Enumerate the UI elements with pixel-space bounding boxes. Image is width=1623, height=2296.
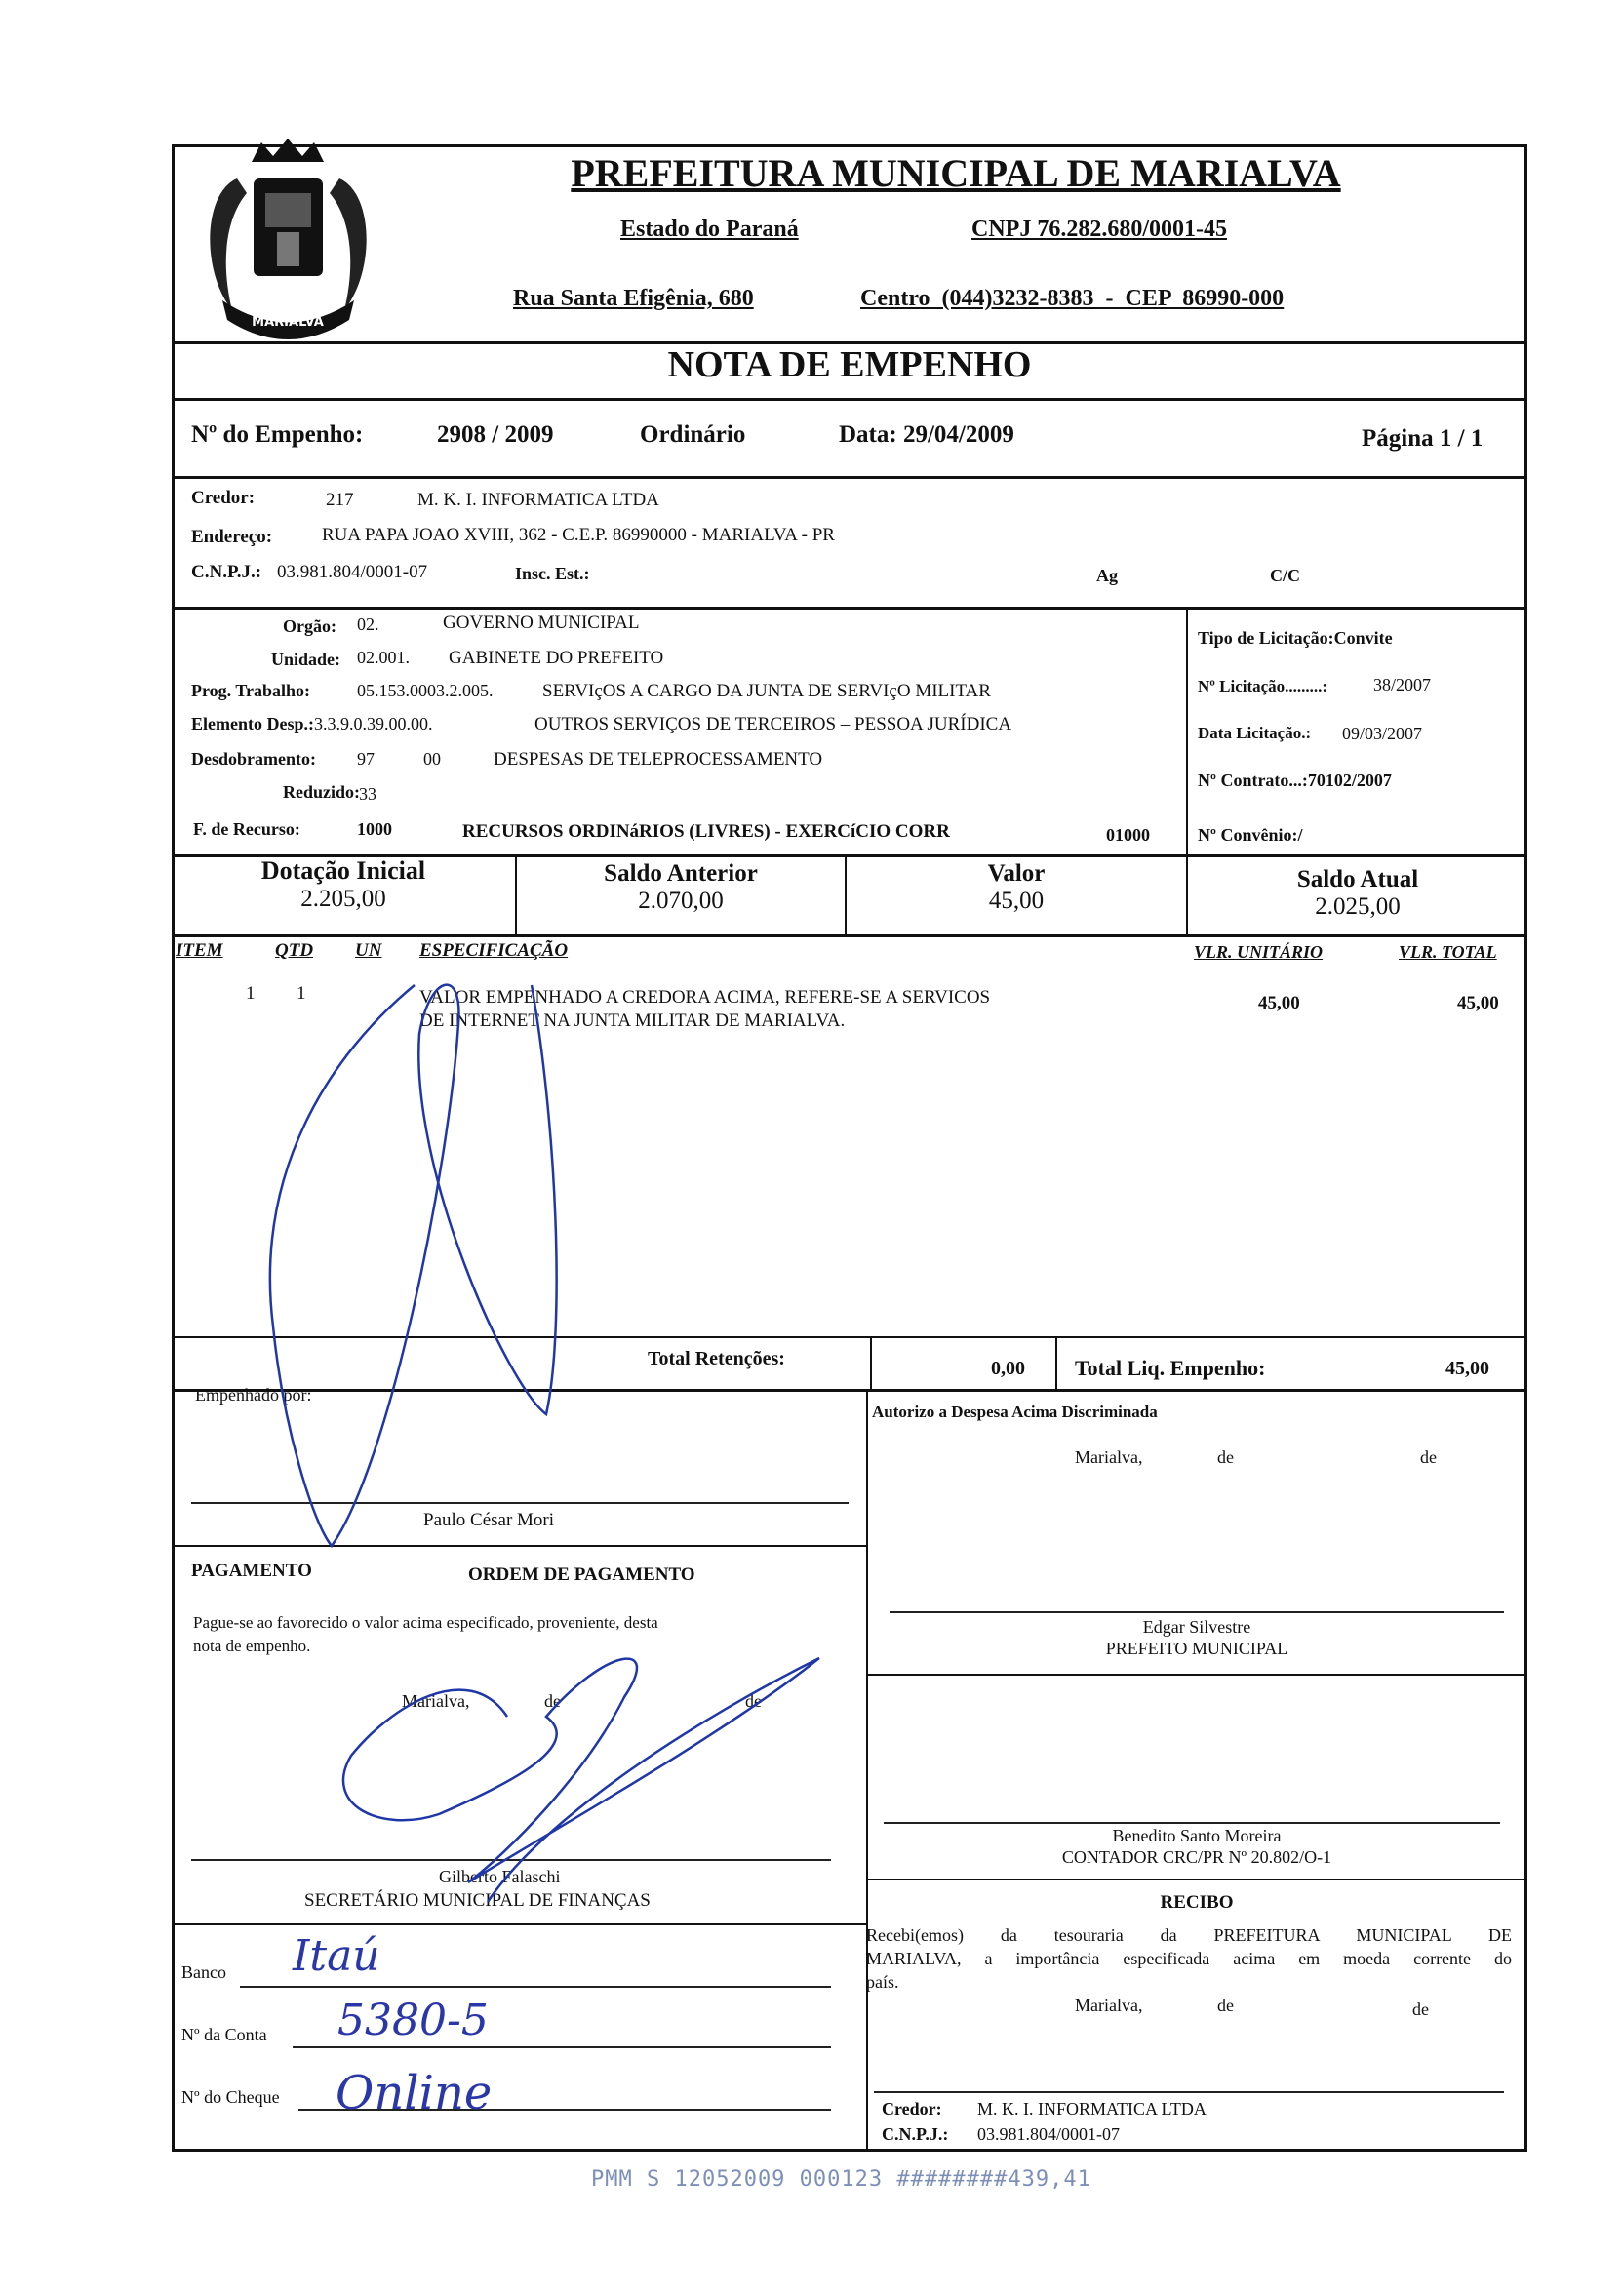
unidade-label: Unidade:	[271, 650, 341, 669]
convenio-number: Nº Convênio:/	[1198, 825, 1303, 845]
prefeito-role: PREFEITO MUNICIPAL	[1105, 1639, 1288, 1658]
orgao-name: GOVERNO MUNICIPAL	[443, 613, 640, 633]
autorizo-label: Autorizo a Despesa Acima Discriminada	[872, 1403, 1158, 1421]
empenho-number: 2908 / 2009	[437, 421, 554, 448]
autorizo-de-2: de	[1420, 1447, 1437, 1467]
autorizo-city: Marialva,	[1075, 1447, 1143, 1467]
cc-label: C/C	[1270, 566, 1300, 585]
licitacao-data-label: Data Licitação.:	[1198, 724, 1312, 742]
credor-label: Credor:	[191, 488, 256, 508]
recibo-title: RECIBO	[1160, 1892, 1234, 1913]
page-title: PREFEITURA MUNICIPAL DE MARIALVA	[571, 151, 1341, 195]
address-field-label: Endereço:	[191, 527, 273, 547]
insc-label: Insc. Est.:	[515, 564, 590, 583]
street-label: Rua Santa Efigênia, 680	[513, 286, 754, 311]
pagamento-label: PAGAMENTO	[191, 1561, 312, 1581]
recurso-label: F. de Recurso:	[193, 819, 300, 839]
saldo-atual-value: 2.025,00	[1315, 893, 1401, 920]
total-dotacao-label: Dotação Inicial	[260, 856, 426, 885]
orgao-code: 02.	[357, 614, 379, 634]
contador-role: CONTADOR CRC/PR Nº 20.802/O-1	[1061, 1847, 1332, 1867]
cheque-handwritten: Online	[336, 2066, 493, 2120]
prog-label: Prog. Trabalho:	[191, 681, 311, 700]
liq-empenho-value: 45,00	[1445, 1358, 1489, 1379]
licitacao-numero: 38/2007	[1373, 675, 1432, 694]
conta-handwritten: 5380-5	[337, 1996, 489, 2045]
desd-name: DESPESAS DE TELEPROCESSAMENTO	[494, 749, 823, 770]
recibo-city: Marialva,	[1075, 1996, 1143, 2015]
pagamento-city: Marialva,	[402, 1691, 470, 1711]
recurso-name: RECURSOS ORDINáRIOS (LIVRES) - EXERCíCIO CORR	[462, 821, 950, 842]
pagamento-signature	[343, 1658, 819, 1902]
pagamento-text-2: nota de empenho.	[193, 1637, 311, 1655]
unidade-name: GABINETE DO PREFEITO	[449, 648, 664, 668]
recibo-credor-name: M. K. I. INFORMATICA LTDA	[977, 2099, 1207, 2118]
unidade-code: 02.001.	[357, 648, 410, 667]
retencoes-value: 0,00	[991, 1358, 1025, 1379]
recibo-de-1: de	[1217, 1996, 1234, 2015]
elem-label: Elemento Desp.:	[191, 714, 314, 733]
prog-name: SERVIçOS A CARGO DA JUNTA DE SERVIçO MILITAR	[542, 681, 991, 701]
ordem-label: ORDEM DE PAGAMENTO	[468, 1564, 695, 1585]
liq-empenho-label: Total Liq. Empenho:	[1075, 1356, 1266, 1380]
empenhado-label: Empenhado por:	[195, 1385, 312, 1405]
recibo-cnpj-label: C.N.P.J.:	[882, 2124, 949, 2144]
pagamento-de-1: de	[544, 1691, 561, 1711]
autorizo-de-1: de	[1217, 1447, 1234, 1467]
empenhado-signer: Paulo César Mori	[423, 1510, 555, 1530]
item-spec-line1: VALOR EMPENHADO A CREDORA ACIMA, REFERE-SE A SERVICOS	[419, 987, 991, 1008]
valor-label: Valor	[987, 860, 1046, 887]
valor-value: 45,00	[988, 888, 1045, 914]
recibo-text-1: Recebi(emos) da tesouraria da PREFEITURA MUNICIPAL DE	[866, 1925, 1512, 1945]
retencoes-label: Total Retenções:	[648, 1348, 785, 1369]
col-spec: ESPECIFICAÇÃO	[419, 940, 569, 961]
elem-name: OUTROS SERVIÇOS DE TERCEIROS – PESSOA JURÍDICA	[534, 714, 1012, 734]
prog-code: 05.153.0003.2.005.	[357, 681, 494, 700]
total-dotacao-value: 2.205,00	[300, 886, 386, 912]
contador-name: Benedito Santo Moreira	[1112, 1826, 1282, 1845]
desd-code: 97	[357, 749, 375, 769]
recurso-code: 1000	[357, 819, 392, 839]
pagamento-signer: Gilberto Falaschi	[439, 1867, 561, 1886]
empenhado-signature	[270, 985, 557, 1546]
licitacao-numero-label: Nº Licitação.........:	[1198, 677, 1328, 695]
item-total-value: 45,00	[1457, 993, 1499, 1013]
col-item: ITEM	[176, 940, 223, 961]
empenho-type: Ordinário	[640, 421, 746, 448]
item-number: 1	[246, 983, 256, 1004]
col-qtd: QTD	[275, 940, 314, 961]
item-spec-line2: DE INTERNET NA JUNTA MILITAR DE MARIALVA.	[419, 1010, 846, 1031]
credor-cnpj: 03.981.804/0001-07	[277, 562, 428, 582]
col-total: VLR. TOTAL	[1399, 942, 1497, 962]
pagamento-de-2: de	[745, 1691, 762, 1711]
credor-address: RUA PAPA JOAO XVIII, 362 - C.E.P. 86990000 - MARIALVA - PR	[322, 525, 835, 545]
document-title: NOTA DE EMPENHO	[667, 344, 1032, 385]
state-label: Estado do Paraná	[620, 217, 799, 242]
recibo-cnpj: 03.981.804/0001-07	[977, 2124, 1120, 2144]
pagamento-role: SECRETÁRIO MUNICIPAL DE FINANÇAS	[304, 1890, 651, 1911]
cheque-label: Nº do Cheque	[181, 2087, 280, 2107]
pagamento-text-1: Pague-se ao favorecido o valor acima especificado, proveniente, desta	[193, 1613, 658, 1632]
cnpj-label: CNPJ 76.282.680/0001-45	[971, 217, 1227, 242]
recibo-credor-label: Credor:	[882, 2099, 942, 2118]
ag-label: Ag	[1096, 566, 1118, 585]
credor-name: M. K. I. INFORMATICA LTDA	[417, 490, 659, 510]
address-label: Centro (044)3232-8383 - CEP 86990-000	[860, 286, 1285, 311]
credor-code: 217	[326, 490, 354, 510]
banco-handwritten: Itaú	[293, 1931, 380, 1981]
recibo-de-2: de	[1412, 1999, 1429, 2019]
saldo-anterior-value: 2.070,00	[638, 888, 724, 914]
page-number: Página 1 / 1	[1362, 425, 1484, 452]
reduzido-label: Reduzido:	[283, 782, 361, 802]
cnpj-field-label: C.N.P.J.:	[191, 562, 262, 582]
item-unit-value: 45,00	[1258, 993, 1300, 1013]
recibo-text-2: MARIALVA, a importância especificada acima em moeda corrente do	[866, 1949, 1512, 1968]
conta-label: Nº da Conta	[181, 2025, 267, 2044]
prefeito-name: Edgar Silvestre	[1142, 1617, 1251, 1637]
recurso-code-2: 01000	[1106, 825, 1150, 845]
saldo-anterior-label: Saldo Anterior	[604, 860, 758, 887]
reduzido-value: 33	[359, 784, 376, 804]
crest-ribbon-text: MARIALVA	[252, 315, 324, 330]
recibo-text-3: país.	[866, 1972, 899, 1992]
licitacao-tipo: Tipo de Licitação:Convite	[1198, 628, 1393, 648]
desd-sub: 00	[423, 749, 441, 769]
col-unit: VLR. UNITÁRIO	[1194, 942, 1324, 962]
orgao-label: Orgão:	[283, 616, 336, 636]
licitacao-data: 09/03/2007	[1342, 724, 1423, 743]
contrato-number: Nº Contrato...:70102/2007	[1198, 771, 1392, 790]
col-un: UN	[355, 940, 382, 961]
saldo-atual-label: Saldo Atual	[1296, 866, 1419, 892]
item-qtd: 1	[297, 983, 306, 1004]
processing-stamp: PMM S 12052009 000123 ########439,41	[591, 2167, 1091, 2192]
elem-code: 3.3.9.0.39.00.00.	[314, 714, 433, 733]
empenho-number-label: Nº do Empenho:	[191, 421, 364, 448]
desd-label: Desdobramento:	[191, 749, 316, 769]
empenho-date: Data: 29/04/2009	[839, 421, 1014, 448]
banco-label: Banco	[181, 1962, 226, 1982]
